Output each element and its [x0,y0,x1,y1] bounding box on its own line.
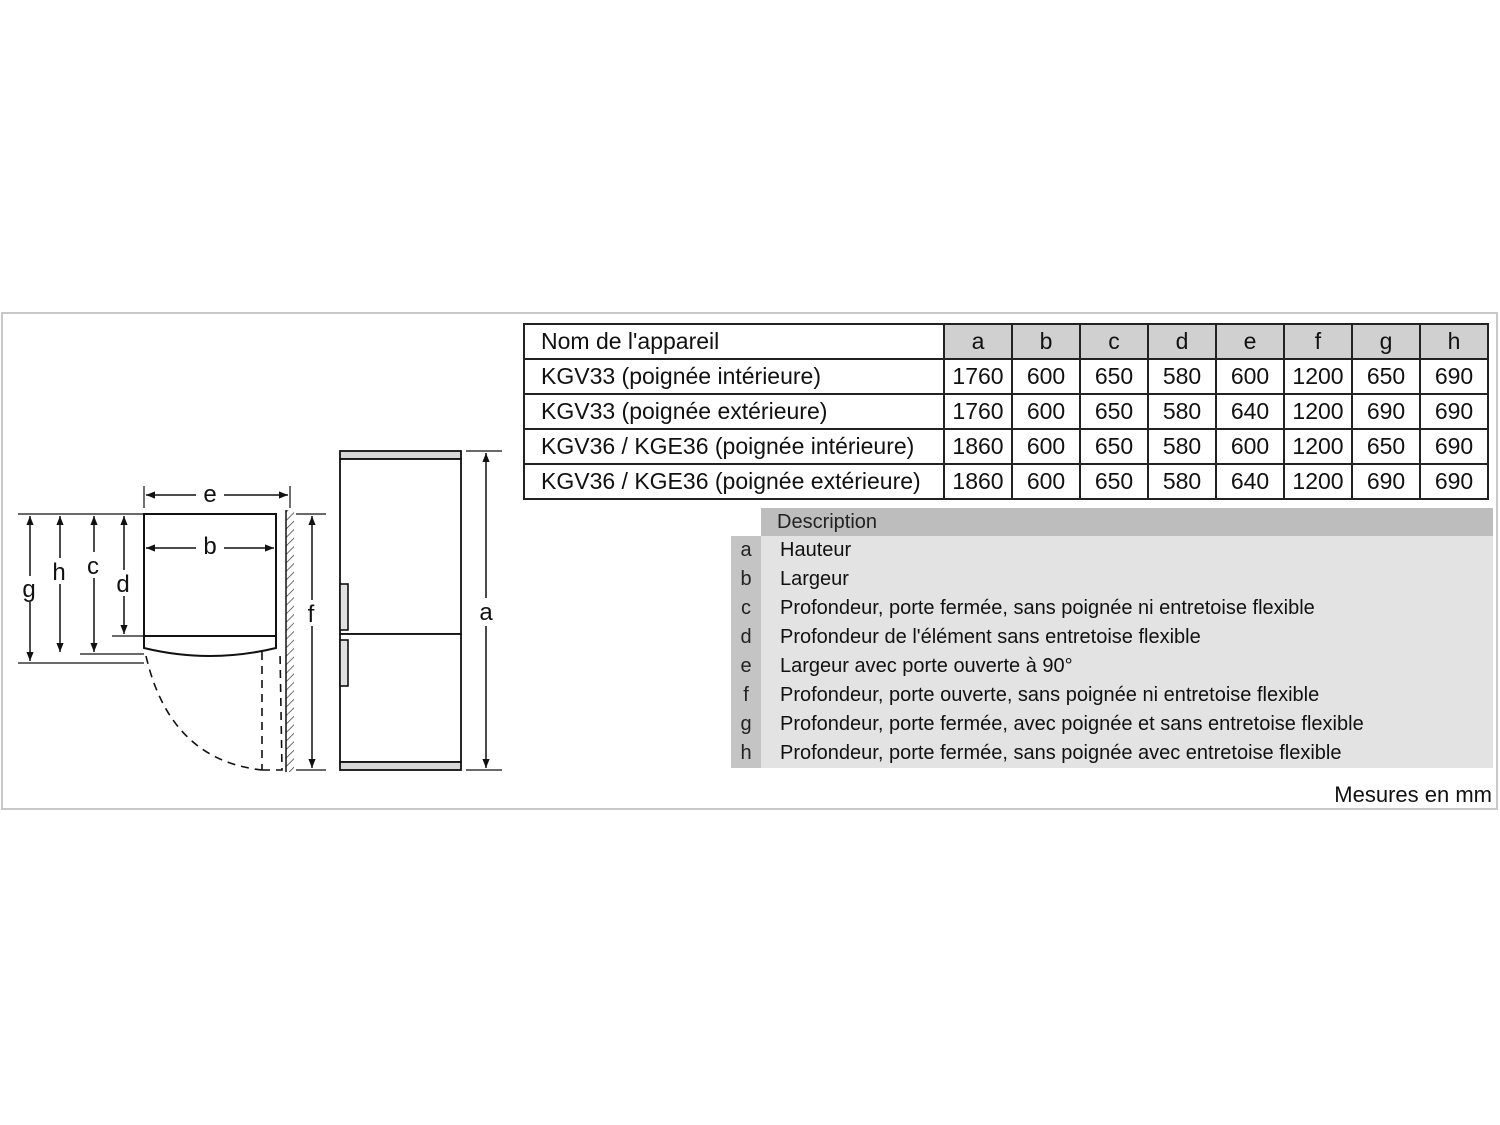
fridge-upper-door [340,459,461,634]
legend-text: Profondeur, porte ouverte, sans poignée ni entretoise flexible [761,681,1493,710]
description-title: Description [761,508,1493,536]
row-device-name: KGV33 (poignée intérieure) [524,359,944,394]
table-cell: 650 [1080,429,1148,464]
legend-item [731,594,1493,623]
label-a: a [479,599,493,626]
table-cell: 600 [1012,394,1080,429]
table-cell: 650 [1080,359,1148,394]
legend-item [731,623,1493,652]
label-c: c [87,553,99,580]
legend-letter: c [731,594,761,623]
table-header-row [524,324,1488,359]
table-cell: 580 [1148,394,1216,429]
table-cell: 600 [1012,359,1080,394]
wall-hatch [286,510,294,772]
table-cell: 1860 [944,429,1012,464]
label-g: g [22,576,36,603]
legend-text: Profondeur, porte fermée, avec poignée et sans entretoise flexible [761,710,1493,739]
legend-letter: g [731,710,761,739]
header-device-name: Nom de l'appareil [524,324,944,359]
legend-item [731,710,1493,739]
legend-letter: b [731,565,761,594]
table-cell: 640 [1216,464,1284,499]
dimensions-table [523,323,1489,500]
table-cell: 640 [1216,394,1284,429]
legend-letter: d [731,623,761,652]
top-view [17,481,326,772]
table-cell: 690 [1420,394,1488,429]
table-cell: 1760 [944,359,1012,394]
label-f: f [307,601,315,628]
lower-handle [340,640,348,686]
table-cell: 690 [1420,464,1488,499]
header-col-d: d [1148,324,1216,359]
table-cell: 1200 [1284,464,1352,499]
legend-text: Profondeur de l'élément sans entretoise flexible [761,623,1493,652]
header-col-b: b [1012,324,1080,359]
legend-letter: a [731,536,761,565]
legend-item [731,536,1493,565]
label-h: h [52,559,66,586]
table-cell: 690 [1352,394,1420,429]
table-row [524,429,1488,464]
table-cell: 600 [1216,429,1284,464]
table-cell: 580 [1148,429,1216,464]
legend-letter: e [731,652,761,681]
units-note: Mesures en mm [1334,782,1492,807]
row-device-name: KGV33 (poignée extérieure) [524,394,944,429]
legend-item [731,739,1493,768]
legend-text: Hauteur [761,536,1493,565]
table-cell: 600 [1012,464,1080,499]
legend-item [731,565,1493,594]
table-cell: 690 [1352,464,1420,499]
table-row [524,464,1488,499]
table-cell: 690 [1420,359,1488,394]
table-cell: 580 [1148,359,1216,394]
description-legend [731,508,1493,768]
legend-text: Profondeur, porte fermée, sans poignée avec entretoise flexible [761,739,1493,768]
legend-text: Profondeur, porte fermée, sans poignée ni entretoise flexible [761,594,1493,623]
table-cell: 1860 [944,464,1012,499]
header-col-h: h [1420,324,1488,359]
header-col-g: g [1352,324,1420,359]
table-cell: 600 [1216,359,1284,394]
legend-text: Largeur [761,565,1493,594]
table-cell: 650 [1080,464,1148,499]
header-col-c: c [1080,324,1148,359]
header-col-f: f [1284,324,1352,359]
table-cell: 1200 [1284,429,1352,464]
table-row [524,394,1488,429]
header-col-a: a [944,324,1012,359]
header-col-e: e [1216,324,1284,359]
front-view [340,451,502,770]
row-device-name: KGV36 / KGE36 (poignée extérieure) [524,464,944,499]
label-e: e [203,481,217,508]
table-cell: 650 [1352,359,1420,394]
table-cell: 600 [1012,429,1080,464]
label-d: d [116,571,130,598]
table-cell: 1200 [1284,394,1352,429]
legend-text: Largeur avec porte ouverte à 90° [761,652,1493,681]
table-cell: 1760 [944,394,1012,429]
legend-letter: f [731,681,761,710]
door-open-outline [262,652,282,770]
table-row [524,359,1488,394]
table-cell: 1200 [1284,359,1352,394]
table-cell: 580 [1148,464,1216,499]
label-b: b [203,533,217,560]
fridge-top-strip [340,451,461,459]
legend-item [731,652,1493,681]
table-cell: 650 [1080,394,1148,429]
fridge-base-strip [340,762,461,770]
legend-letter: h [731,739,761,768]
legend-item [731,681,1493,710]
door-closed [144,636,276,656]
door-swing-arc [146,656,262,770]
upper-handle [340,584,348,630]
fridge-lower-door [340,634,461,762]
table-cell: 690 [1420,429,1488,464]
row-device-name: KGV36 / KGE36 (poignée intérieure) [524,429,944,464]
table-cell: 650 [1352,429,1420,464]
